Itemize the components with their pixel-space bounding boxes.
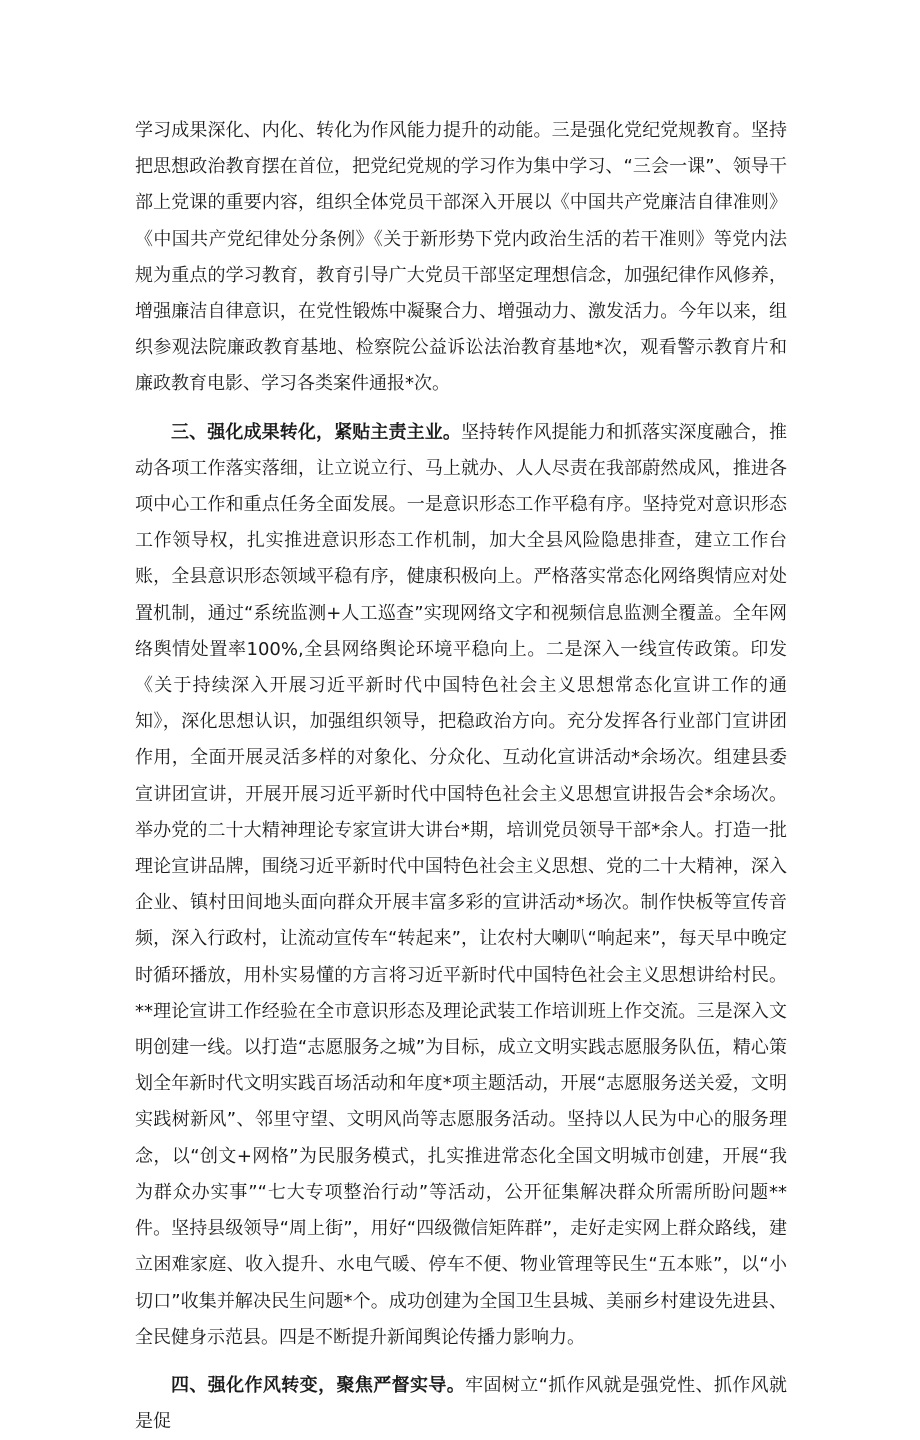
section-3-paragraph <box>135 415 787 1356</box>
paragraph-continuation: 学习成果深化、内化、转化为作风能力提升的动能。三是强化党纪党规教育。坚持把思想政治教育摆在首位，把党纪党规的学习作为集中学习、“三会一课”、领导干部上党课的重要内容，组织全体党员干部深入开展以《中国共产党廉洁自律准则》《中国共产党纪律处分条例》《关于新形势下党内政治生活的若干准则》等党内法规为重点的学习教育，教育引导广大党员干部坚定理想信念，加强纪律作风修养，增强廉洁自律意识，在党性锻炼中凝聚合力、增强动力、激发活力。今年以来，组织参观法院廉政教育基地、检察院公益诉讼法治教育基地*次，观看警示教育片和廉政教育电影、学习各类案件通报*次。 <box>135 120 787 395</box>
section-3-heading: 三、强化成果转化，紧贴主责主业。 <box>171 421 461 443</box>
document-body <box>135 113 787 1440</box>
section-4-heading: 四、强化作风转变，聚焦严督实导。 <box>171 1374 466 1396</box>
section-3-body: 坚持转作风提能力和抓落实深度融合，推动各项工作落实落细，让立说立行、马上就办、人人尽责在我部蔚然成风，推进各项中心工作和重点任务全面发展。一是意识形态工作平稳有序。坚持党对意识形态工作领导权，扎实推进意识形态工作机制，加大全县风险隐患排查，建立工作台账，全县意识形态领域平稳有序，健康积极向上。严格落实常态化网络舆情应对处置机制，通过“系统监测+人工巡查”实现网络文字和视频信息监测全覆盖。全年网络舆情处置率100%,全县网络舆论环境平稳向上。二是深入一线宣传政策。印发《关于持续深入开展习近平新时代中国特色社会主义思想常态化宣讲工作的通知》，深化思想认识，加强组织领导，把稳政治方向。充分发挥各行业部门宣讲团作用，全面开展灵活多样的对象化、分众化、互动化宣讲活动*余场次。组建县委宣讲团宣讲，开展开展习近平新时代中国特色社会主义思想宣讲报告会*余场次。举办党的二十大精神理论专家宣讲大讲台*期，培训党员领导干部*余人。打造一批理论宣讲品牌，围绕习近平新时代中国特色社会主义思想、党的二十大精神，深入企业、镇村田间地头面向群众开展丰富多彩的宣讲活动*场次。制作快板等宣传音频，深入行政村，让流动宣传车“转起来”，让农村大喇叭“响起来”，每天早中晚定时循环播放，用朴实易懂的方言将习近平新时代中国特色社会主义思想讲给村民。**理论宣讲工作经验在全市意识形态及理论武装工作培训班上作交流。三是深入文明创建一线。以打造“志愿服务之城”为目标，成立文明实践志愿服务队伍，精心策划全年新时代文明实践百场活动和年度*项主题活动，开展“志愿服务送关爱，文明实践树新风”、邻里守望、文明风尚等志愿服务活动。坚持以人民为中心的服务理念，以“创文+网格”为民服务模式，扎实推进常态化全国文明城市创建，开展“我为群众办实事”“七大专项整治行动”等活动，公开征集解决群众所需所盼问题**件。坚持县级领导“周上街”，用好“四级微信矩阵群”，走好走实网上群众路线，建立困难家庭、收入提升、水电气暖、停车不便、物业管理等民生“五本账”，以“小切口”收集并解决民生问题*个。成功创建为全国卫生县城、美丽乡村建设先进县、全民健身示范县。四是不断提升新闻舆论传播力影响力。 <box>135 421 787 1348</box>
section-4-paragraph <box>135 1368 787 1440</box>
section-4-body: 牢固树立“抓作风就是强党性、抓作风就是促 <box>135 1374 788 1433</box>
